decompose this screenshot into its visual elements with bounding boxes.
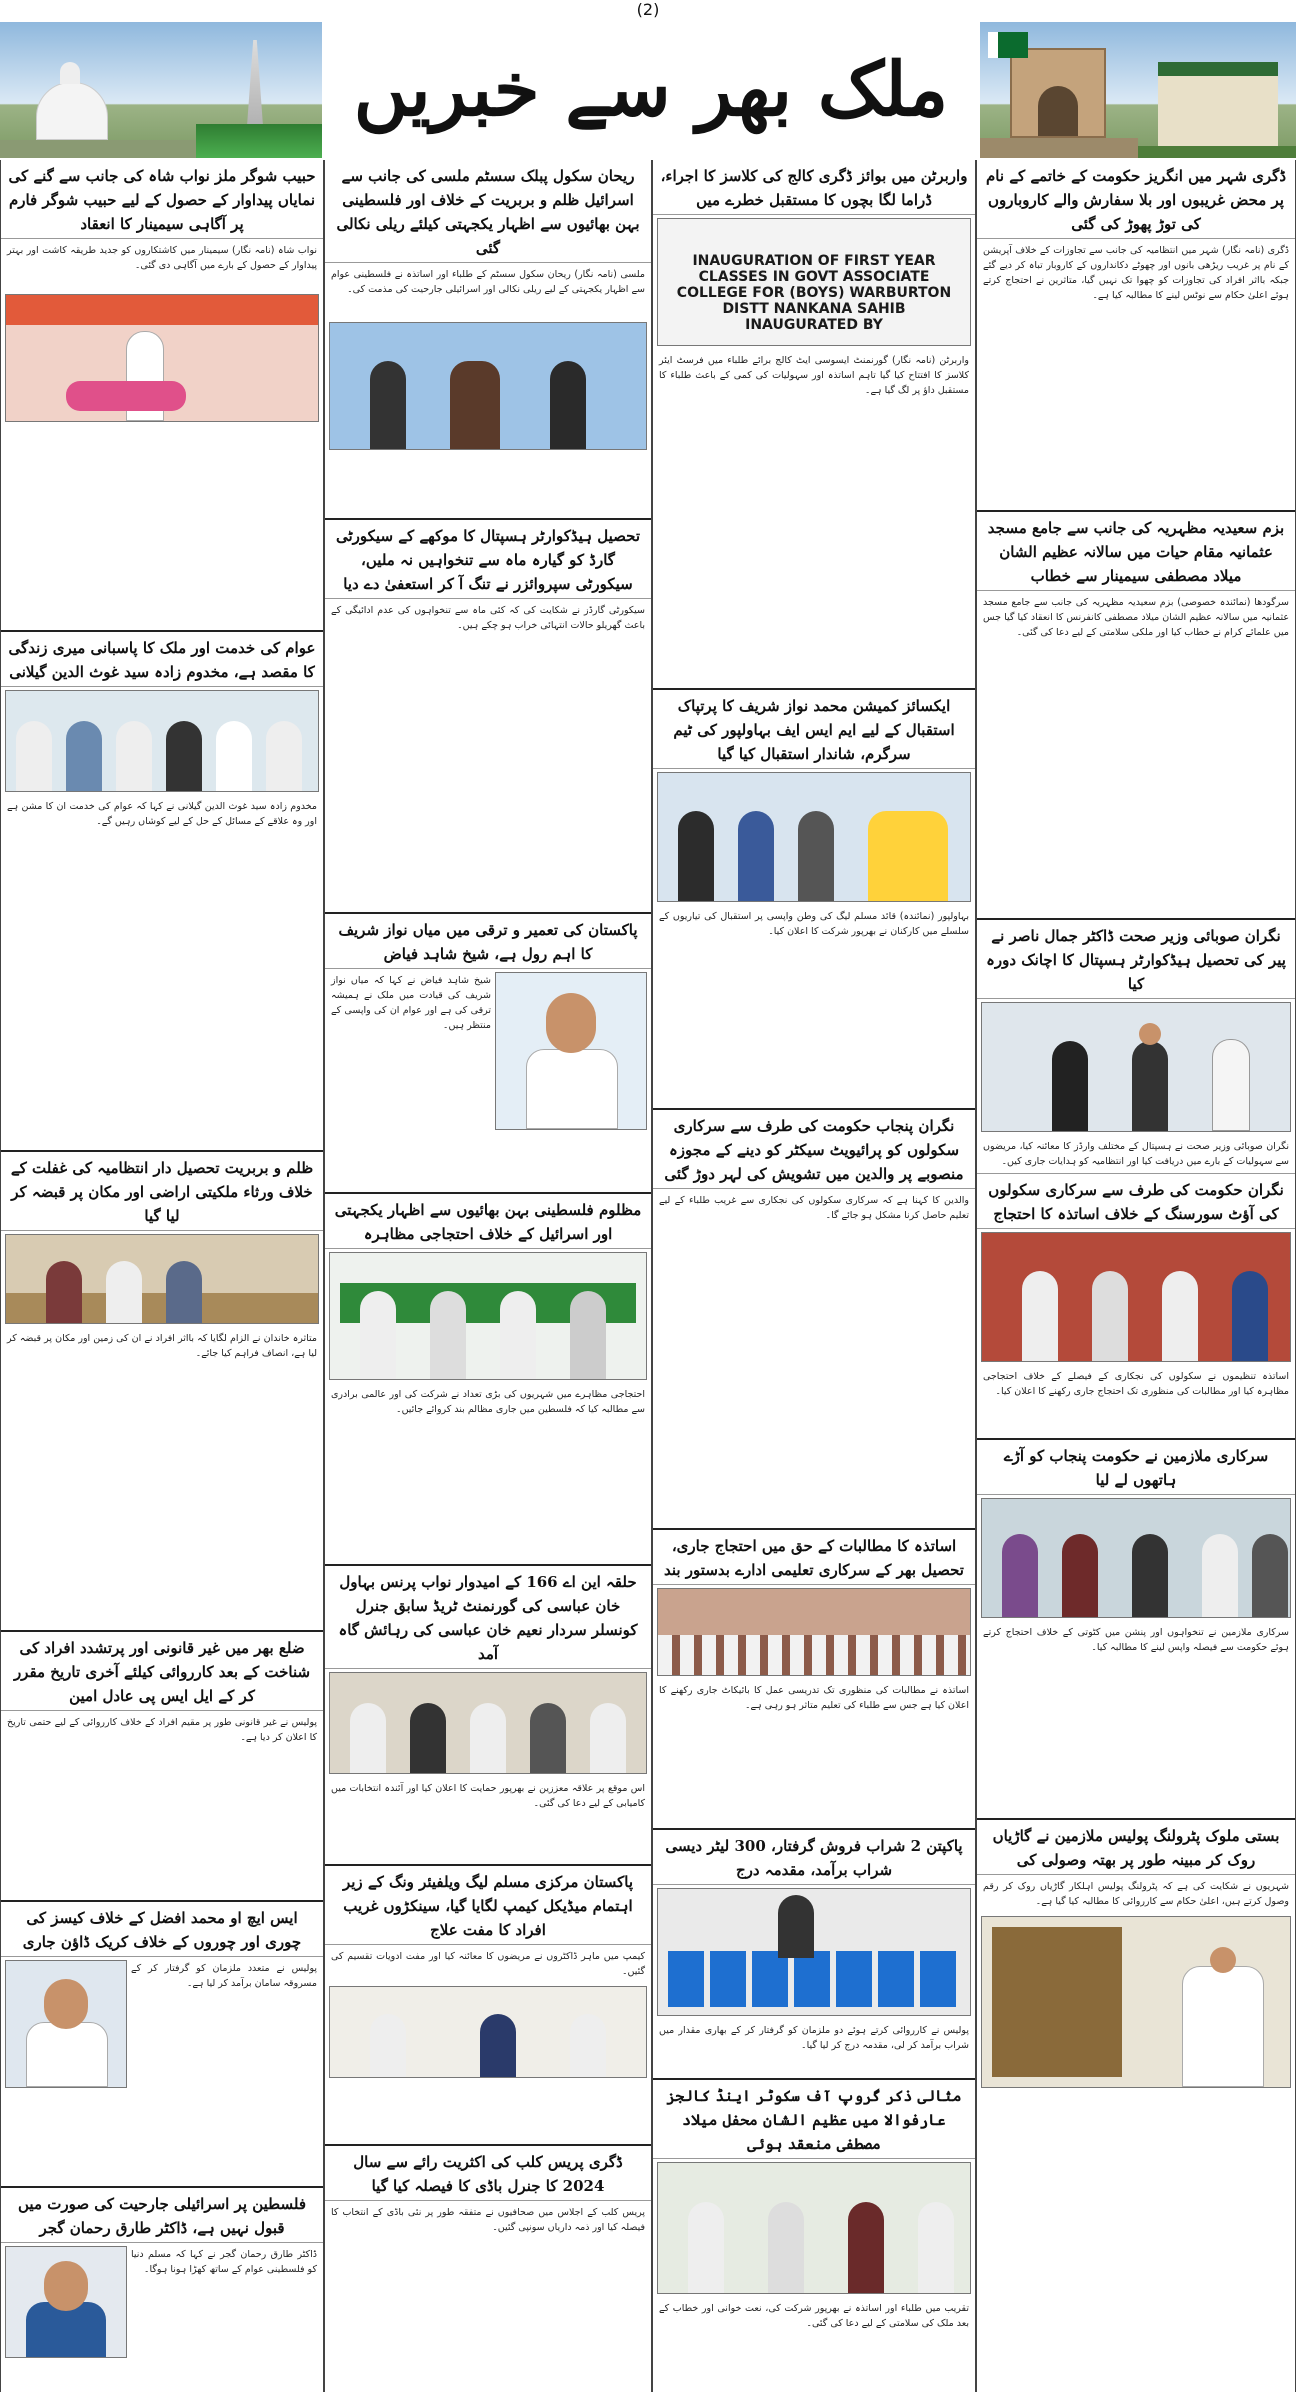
- article-body: متاثرہ خاندان نے الزام لگایا کہ بااثر افراد نے ان کی زمین اور مکان پر قبضہ کر لیا ہے، انصاف فراہم کیا جائے۔: [7, 1333, 317, 1359]
- article-body: اس موقع پر علاقہ معززین نے بھرپور حمایت کا اعلان کیا اور آئندہ انتخابات میں کامیابی کے لیے دعا کی گئی۔: [331, 1783, 645, 1809]
- news-article: [977, 920, 1295, 1440]
- news-article: [653, 1830, 975, 2080]
- news-article: [977, 1820, 1295, 2392]
- news-article: [653, 1110, 975, 1530]
- news-article: [1, 1632, 323, 1902]
- news-column-1: [976, 160, 1296, 2392]
- article-body: ڈگری (نامہ نگار) شہر میں انتظامیہ کی جانب سے تجاوزات کے خلاف آپریشن کے نام پر غریب ریڑھی بانوں اور چھوٹے دکانداروں کے کاروبار تباہ کر دیے گئے جبکہ بااثر افراد کی تجاوزات کو چھوا تک نہیں گیا، متاثرین نے احتجاج کرتے ہوئے اعلیٰ حکام سے نوٹس لینے کا مطالبہ کیا ہے۔: [983, 245, 1289, 301]
- masthead: [0, 22, 1296, 158]
- article-headline: سرکاری ملازمین نے حکومت پنجاب کو آڑے ہاتھوں لے لیا: [977, 1440, 1295, 1495]
- seized-liquor-photo: [657, 1888, 971, 2016]
- news-article: [325, 520, 651, 914]
- police-checkpost-photo: [981, 1916, 1291, 2088]
- news-article: [1, 632, 323, 1152]
- article-headline: پاکستان کی تعمیر و ترقی میں میاں نواز شریف کا اہم رول ہے، شیخ شاہد فیاض: [325, 914, 651, 969]
- news-article: [325, 2146, 651, 2392]
- college-inauguration-plaque: [657, 218, 971, 346]
- article-body: کیمپ میں ماہر ڈاکٹروں نے مریضوں کا معائنہ کیا اور مفت ادویات تقسیم کی گئیں۔: [331, 1951, 645, 1977]
- news-column-4: [0, 160, 324, 2392]
- article-headline: ضلع بھر میں غیر قانونی اور پرتشدد افراد کی شناخت کے بعد کارروائی کیلئے آخری تاریخ مقرر کر کے ایل ایس پی عادل امین: [1, 1632, 323, 1711]
- news-article: [325, 1194, 651, 1566]
- article-body: والدین کا کہنا ہے کہ سرکاری سکولوں کی نجکاری سے غریب طلباء کے لیے تعلیم حاصل کرنا مشکل ہو جائے گا۔: [659, 1195, 969, 1221]
- teachers-gathering-photo: [657, 1588, 971, 1676]
- plaque-text: INAUGURATION OF FIRST YEAR CLASSES IN GOVT ASSOCIATE COLLEGE FOR (BOYS) WARBURTON DISTT NANKANA SAHIB INAUGURATED BY: [676, 253, 952, 333]
- seminar-photo: [5, 294, 319, 422]
- news-article: [977, 160, 1295, 512]
- article-body: بہاولپور (نمائندہ) قائد مسلم لیگ کی وطن واپسی پر استقبال کی تیاریوں کے سلسلے میں کارکنان نے بھرپور شرکت کا اعلان کیا۔: [659, 911, 969, 937]
- article-headline: نگران صوبائی وزیر صحت ڈاکٹر جمال ناصر نے پیر کی تحصیل ہیڈکوارٹر ہسپتال کا اچانک دورہ کیا: [977, 920, 1295, 999]
- news-column-3: [324, 160, 652, 2392]
- news-article: [653, 160, 975, 690]
- article-body-continued: [325, 453, 651, 461]
- article-headline: ڈگری پریس کلب کی اکثریت رائے سے سال 2024 کا جنرل باڈی کا فیصلہ کیا گیا: [325, 2146, 651, 2201]
- article-headline: پاکستان مرکزی مسلم لیگ ویلفیئر ونگ کے زیر اہتمام میڈیکل کیمپ لگایا گیا، سینکڑوں غریب افراد کا مفت علاج: [325, 1866, 651, 1945]
- news-article: [325, 160, 651, 520]
- article-headline: عوام کی خدمت اور ملک کا پاسبانی میری زندگی کا مقصد ہے، مخدوم زادہ سید غوث الدین گیلانی: [1, 632, 323, 687]
- news-article: [1, 2188, 323, 2392]
- news-article: [1, 1902, 323, 2188]
- news-article: [1, 160, 323, 632]
- article-body: نواب شاہ (نامہ نگار) سیمینار میں کاشتکاروں کو جدید طریقہ کاشت اور بہتر پیداوار کے حصول کے بارے میں آگاہی دی گئی۔: [7, 245, 317, 271]
- palestine-rally-photo: [329, 322, 647, 450]
- news-article: [653, 1530, 975, 1830]
- article-body: مخدوم زادہ سید غوث الدین گیلانی نے کہا کہ عوام کی خدمت ان کا مشن ہے اور وہ علاقے کے مسائل کے حل کے لیے کوشاں رہیں گے۔: [7, 801, 317, 827]
- article-headline: بستی ملوک پٹرولنگ پولیس ملازمین نے گاڑیاں روک کر مبینہ طور پر بھتہ وصولی کی: [977, 1820, 1295, 1875]
- article-headline: ایکسائز کمیشن محمد نواز شریف کا پرتپاک استقبال کے لیے ایم ایس ایف بہاولپور کی ٹیم سرگرم، شاندار استقبال کیا گیا: [653, 690, 975, 769]
- article-body: اساتذہ تنظیموں نے سکولوں کی نجکاری کے فیصلے کے خلاف احتجاجی مظاہرہ کیا اور مطالبات کی منظوری تک احتجاج جاری رکھنے کا اعلان کیا۔: [983, 1371, 1289, 1397]
- news-article: [1, 1152, 323, 1632]
- article-body: سیکورٹی گارڈز نے شکایت کی کہ کئی ماہ سے تنخواہوں کی عدم ادائیگی کے باعث گھریلو حالات انتہائی خراب ہو چکے ہیں۔: [331, 605, 645, 631]
- solidarity-protest-photo: [329, 1252, 647, 1380]
- article-body: اساتذہ نے مطالبات کی منظوری تک تدریسی عمل کا بائیکاٹ جاری رکھنے کا اعلان کیا ہے جس سے طلباء کی تعلیم متاثر ہو رہی ہے۔: [659, 1685, 969, 1711]
- minar-stadium-image: [196, 22, 322, 158]
- news-article: [325, 1866, 651, 2146]
- article-headline: فلسطین پر اسرائیلی جارحیت کی صورت میں قبول نہیں ہے، ڈاکٹر طارق رحمان گجر: [1, 2188, 323, 2243]
- article-body: پولیس نے کارروائی کرتے ہوئے دو ملزمان کو گرفتار کر کے بھاری مقدار میں شراب برآمد کر لی، مقدمہ درج کر لیا گیا۔: [659, 2025, 969, 2051]
- medical-camp-photo: [329, 1986, 647, 2078]
- article-body: نگران صوبائی وزیر صحت نے ہسپتال کے مختلف وارڈز کا معائنہ کیا، مریضوں سے سہولیات کے بارے میں دریافت کیا اور انتظامیہ کو ہدایات جاری کیں۔: [983, 1141, 1289, 1167]
- article-body: شہریوں نے شکایت کی ہے کہ پٹرولنگ پولیس اہلکار گاڑیاں روک کر رقم وصول کرتے ہیں، اعلیٰ حکام سے کارروائی کا مطالبہ کیا گیا ہے۔: [983, 1881, 1289, 1907]
- news-grid: [0, 160, 1296, 2395]
- land-dispute-photo: [5, 1234, 319, 1324]
- masthead-title-box: [322, 22, 980, 158]
- article-headline: ایس ایچ او محمد افضل کے خلاف کیسز کی چوری اور چوروں کے خلاف کریک ڈاؤن جاری: [1, 1902, 323, 1957]
- pakistan-flag-icon: [988, 32, 1028, 58]
- welcome-team-photo: [657, 772, 971, 902]
- article-headline: ظلم و بربریت تحصیل دار انتظامیہ کی غفلت کے خلاف ورثاء ملکیتی اراضی اور مکان پر قبضہ کر لیا گیا: [1, 1152, 323, 1231]
- page-number: (2): [636, 0, 660, 19]
- employees-protest-photo: [981, 1498, 1291, 1618]
- article-headline: تحصیل ہیڈکوارٹر ہسپتال کا موکھے کے سیکورٹی گارڈ کو گیارہ ماہ سے تنخواہیں نہ ملیں، سیکورٹی سپروائزر نے تنگ آ کر استعفیٰ دے دیا: [325, 520, 651, 599]
- article-body: پولیس نے متعدد ملزمان کو گرفتار کر کے مسروقہ سامان برآمد کر لیا ہے۔: [131, 1963, 317, 1989]
- tariq-rehman-portrait: [5, 2246, 127, 2358]
- article-headline: واربرٹن میں بوائز ڈگری کالج کی کلاسز کا اجراء، ڈراما لگا بچوں کا مستقبل خطرے میں: [653, 160, 975, 215]
- milad-event-photo: [657, 2162, 971, 2294]
- fort-gate-image: [980, 22, 1138, 158]
- news-article: [653, 690, 975, 1110]
- candidate-visit-photo: [329, 1672, 647, 1774]
- news-article: [325, 1566, 651, 1866]
- article-headline: مظلوم فلسطینی بہن بھائیوں سے اظہار یکجہتی اور اسرائیل کے خلاف احتجاجی مظاہرہ: [325, 1194, 651, 1249]
- shahid-fayyaz-portrait: [495, 972, 647, 1130]
- teachers-protest-photo: [981, 1232, 1291, 1362]
- article-body: شیخ شاہد فیاض نے کہا کہ میاں نواز شریف کی قیادت میں ملک نے ہمیشہ ترقی کی ہے اور عوام ان کی واپسی کے منتظر ہیں۔: [331, 975, 491, 1031]
- article-body: پولیس نے غیر قانونی طور پر مقیم افراد کے خلاف کارروائی کے لیے حتمی تاریخ کا اعلان کر دیا ہے۔: [7, 1717, 317, 1743]
- article-headline: حلقہ این اے 166 کے امیدوار نواب پرنس بہاول خان عباسی کی گورنمنٹ ٹریڈ سابق جنرل کونسلر سردار نعیم خان عباسی کی رہائش گاہ آمد: [325, 1566, 651, 1669]
- article-body: احتجاجی مظاہرے میں شہریوں کی بڑی تعداد نے شرکت کی اور عالمی برادری سے مطالبہ کیا کہ فلسطین میں جاری مظالم بند کروائے جائیں۔: [331, 1389, 645, 1415]
- article-body: واربرٹن (نامہ نگار) گورنمنٹ ایسوسی ایٹ کالج برائے طلباء میں فرسٹ ایئر کلاسز کا افتتاح کیا گیا تاہم اساتذہ اور سہولیات کی کمی کے باعث طلباء کا مستقبل داؤ پر لگ گیا ہے۔: [659, 355, 969, 396]
- quaid-mausoleum-image: [0, 22, 196, 158]
- article-headline: حبیب شوگر ملز نواب شاہ کی جانب سے گنے کی نمایاں پیداوار کے حصول کے لیے حبیب شوگر فارم پر آگاہی سیمینار کا انعقاد: [1, 160, 323, 239]
- news-article: [325, 914, 651, 1194]
- article-body: سرگودھا (نمائندہ خصوصی) بزم سعیدیہ مظہریہ کی جانب سے جامع مسجد عثمانیہ میں سالانہ عظیم الشان میلاد مصطفی کانفرنس کا انعقاد کیا گیا جس میں علمائے کرام نے خطاب کیا اور ملکی سلامتی کے لیے دعا کی گئی۔: [983, 597, 1289, 638]
- article-headline: مثالی ذکر گروپ آف سکوٹر اینڈ کالجز عارفوالا میں عظیم الشان محفل میلاد مصطفی منعقد ہوئی: [653, 2080, 975, 2159]
- article-body: ملسی (نامہ نگار) ریحان سکول سسٹم کے طلباء اور اساتذہ نے فلسطینی عوام سے اظہار یکجہتی کے لیے ریلی نکالی اور اسرائیلی جارحیت کی مذمت کی۔: [331, 269, 645, 295]
- article-headline: ریحان سکول پبلک سسٹم ملسی کی جانب سے اسرائیل ظلم و بربریت کے خلاف اور فلسطینی بہن بھائیوں سے اظہار یکجہتی کیلئے ریلی نکالی گئی: [325, 160, 651, 263]
- article-body: سرکاری ملازمین نے تنخواہوں اور پنشن میں کٹوتی کے خلاف احتجاج کرتے ہوئے حکومت سے فیصلہ واپس لینے کا مطالبہ کیا۔: [983, 1627, 1289, 1653]
- news-article: [977, 512, 1295, 920]
- article-headline: اساتذہ کا مطالبات کے حق میں احتجاج جاری، تحصیل بھر کے سرکاری تعلیمی ادارے بدستور بند: [653, 1530, 975, 1585]
- sho-portrait: [5, 1960, 127, 2088]
- article-headline: ڈگری شہر میں انگریز حکومت کے خاتمے کے نام پر محض غریبوں اور بلا سفارش والے کاروباروں کی توڑ پھوڑ کی گئی: [977, 160, 1295, 239]
- article-body: تقریب میں طلباء اور اساتذہ نے بھرپور شرکت کی، نعت خوانی اور خطاب کے بعد ملک کی سلامتی کے لیے دعا کی گئی۔: [659, 2303, 969, 2329]
- news-article: [977, 1440, 1295, 1820]
- hospital-visit-photo: [981, 1002, 1291, 1132]
- masthead-title: ملک بھر سے خبریں: [353, 47, 949, 133]
- heritage-building-image: [1138, 22, 1296, 158]
- article-headline: نگران پنجاب حکومت کی طرف سے سرکاری سکولوں کو پرائیویٹ سیکٹر کو دینے کے مجوزہ منصوبے پر والدین میں تشویش کی لہر دوڑ گئی: [653, 1110, 975, 1189]
- article-headline: نگران حکومت کی طرف سے سرکاری سکولوں کی آؤٹ سورسنگ کے خلاف اساتذہ کا احتجاج: [977, 1173, 1295, 1229]
- article-headline: بزم سعیدیہ مظہریہ کی جانب سے جامع مسجد عثمانیہ مقام حیات میں سالانہ عظیم الشان میلاد مصطفی سیمینار سے خطاب: [977, 512, 1295, 591]
- news-article: [653, 2080, 975, 2392]
- article-body: ڈاکٹر طارق رحمان گجر نے کہا کہ مسلم دنیا کو فلسطینی عوام کے ساتھ کھڑا ہونا ہوگا۔: [131, 2249, 317, 2275]
- article-headline: پاکپتن 2 شراب فروش گرفتار، 300 لیٹر دیسی شراب برآمد، مقدمہ درج: [653, 1830, 975, 1885]
- article-body: پریس کلب کے اجلاس میں صحافیوں نے متفقہ طور پر نئی باڈی کے انتخاب کا فیصلہ کیا اور ذمہ داریاں سونپی گئیں۔: [331, 2207, 645, 2233]
- news-column-2: [652, 160, 976, 2392]
- gilani-meeting-photo: [5, 690, 319, 792]
